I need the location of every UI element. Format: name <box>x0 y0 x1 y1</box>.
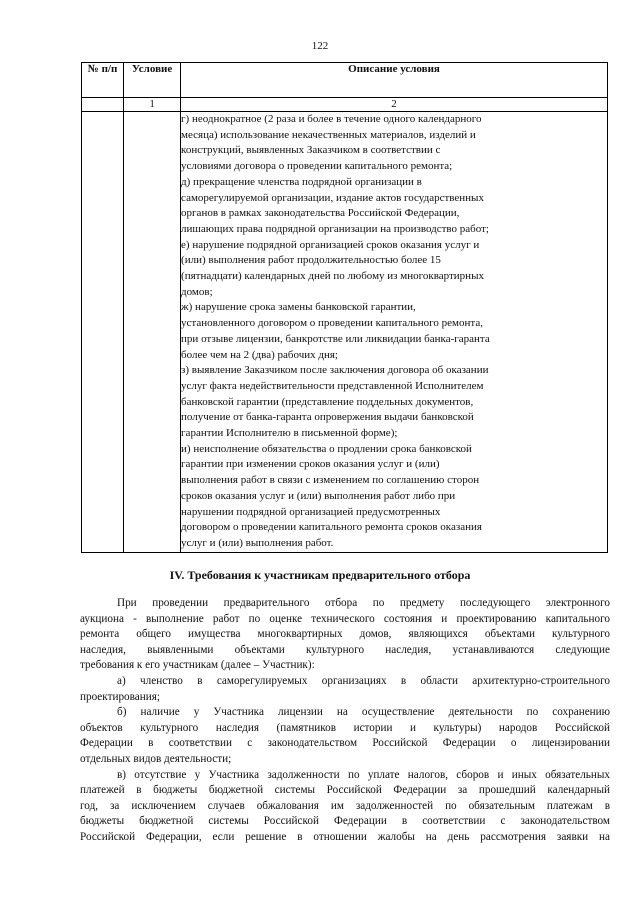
paragraph-line: наследия, выявленными объектами культурного наследия, устанавливаются следующие <box>80 643 610 656</box>
description-line: д) прекращение членства подрядной организации в <box>181 175 422 188</box>
description-line: договором о проведении капитального ремонта сроков оказания <box>181 521 482 534</box>
column-number-row <box>82 98 608 112</box>
paragraph-line: аукциона - выполнение работ по оценке технического состояния и проектированию капитального <box>80 612 610 625</box>
description-line: саморегулируемой организации, издание актов государственных <box>181 191 484 204</box>
description-line: (пятнадцати) календарных дней по любому из многоквартирных <box>181 270 484 283</box>
description-line: з) выявление Заказчиком после заключения договора об оказании <box>181 364 489 377</box>
column-number-1: 1 <box>124 98 181 112</box>
section-title: IV. Требования к участникам предварительного отбора <box>169 568 471 582</box>
description-line: услуг факта недействительности представленной Исполнителем <box>181 379 484 392</box>
paragraph-line: Федерации в соответствии с законодательством Российской Федерации о лицензировании <box>80 737 610 750</box>
table-row <box>82 112 608 553</box>
description-line: г) неоднократное (2 раза и более в течение одного календарного <box>181 113 482 125</box>
description-line: банковской гарантии (представление поддельных документов, <box>181 395 474 408</box>
paragraph-line: требования к его участникам (далее – Участник): <box>80 659 315 672</box>
column-number-2: 2 <box>181 98 608 112</box>
paragraph-line: а) членство в саморегулируемых организациях в области архитектурно-строительного <box>117 674 610 687</box>
description-line: месяца) использование некачественных материалов, изделий и <box>181 128 476 141</box>
header-description: Описание условия <box>181 63 608 98</box>
paragraph-line: ремонта общего имущества многоквартирных домов, являющихся объектами культурного <box>80 628 610 641</box>
header-condition: Условие <box>124 63 181 98</box>
paragraph-line: объектов культурного наследия (памятников истории и культуры) народов Российской <box>80 721 610 734</box>
description-line: при отзыве лицензии, банкротстве или ликвидации банка-гаранта <box>181 332 490 345</box>
paragraph-line: год, за исключением случаев обжалования им задолженностей по обязательным платежам в <box>80 799 610 812</box>
body-text <box>80 596 610 846</box>
description-line: е) нарушение подрядной организацией сроков оказания услуг и <box>181 238 480 251</box>
conditions-table <box>81 62 608 553</box>
condition-cell <box>124 112 181 553</box>
number-cell <box>82 112 124 553</box>
description-line: домов; <box>181 285 213 298</box>
description-line: гарантии Исполнителю в письменной форме); <box>181 427 398 440</box>
paragraph-line: проектирования; <box>80 690 160 703</box>
paragraph-line: отдельных видов деятельности; <box>80 752 232 765</box>
page-number: 122 <box>311 40 329 52</box>
description-line: условиями договора о проведении капитального ремонта; <box>181 160 453 173</box>
table-header-row <box>82 63 608 98</box>
paragraph-line: платежей в бюджеты бюджетной системы Российской Федерации за прошедший календарный <box>80 784 610 797</box>
paragraph-line: в) отсутствие у Участника задолженности по уплате налогов, сборов и иных обязательных <box>117 768 610 781</box>
description-line: услуг и (или) выполнения работ. <box>181 536 334 549</box>
paragraph-line: Российской Федерации, если решение в отношении жалобы на день рассмотрения заявки на <box>80 830 610 843</box>
paragraph-line: При проведении предварительного отбора по предмету последующего электронного <box>117 597 610 609</box>
description-line: конструкций, выявленных Заказчиком в соответствии с <box>181 144 441 157</box>
description-line: ж) нарушение срока замены банковской гарантии, <box>181 301 416 314</box>
description-line: нарушении подрядной организацией предусмотренных <box>181 505 441 518</box>
description-line: (или) выполнения работ продолжительностью более 15 <box>181 254 441 267</box>
description-line: гарантии при изменении сроков оказания услуг и (или) <box>181 458 440 471</box>
paragraph-line: бюджеты бюджетной системы Российской Федерации в соответствии с законодательством <box>80 815 610 828</box>
description-line: выполнения работ в связи с изменением по соглашению сторон <box>181 474 480 487</box>
description-line: более чем на 2 (два) рабочих дня; <box>181 348 338 361</box>
description-line: и) неисполнение обязательства о продлении срока банковской <box>181 442 472 455</box>
column-number-empty <box>82 98 124 112</box>
paragraph-line: б) наличие у Участника лицензии на осуществление деятельности по сохранению <box>117 706 610 719</box>
description-line: лишающих права подрядной организации на производство работ; <box>181 222 489 235</box>
description-line: установленного договором о проведении капитального ремонта, <box>181 317 483 330</box>
header-number: № п/п <box>82 63 124 98</box>
description-line: получение от банка-гаранта опровержения выдачи банковской <box>181 411 474 424</box>
description-cell <box>181 112 608 553</box>
description-line: органов в рамках законодательства Российской Федерации, <box>181 207 460 220</box>
description-line: сроков оказания услуг и (или) выполнения работ либо при <box>181 489 456 502</box>
